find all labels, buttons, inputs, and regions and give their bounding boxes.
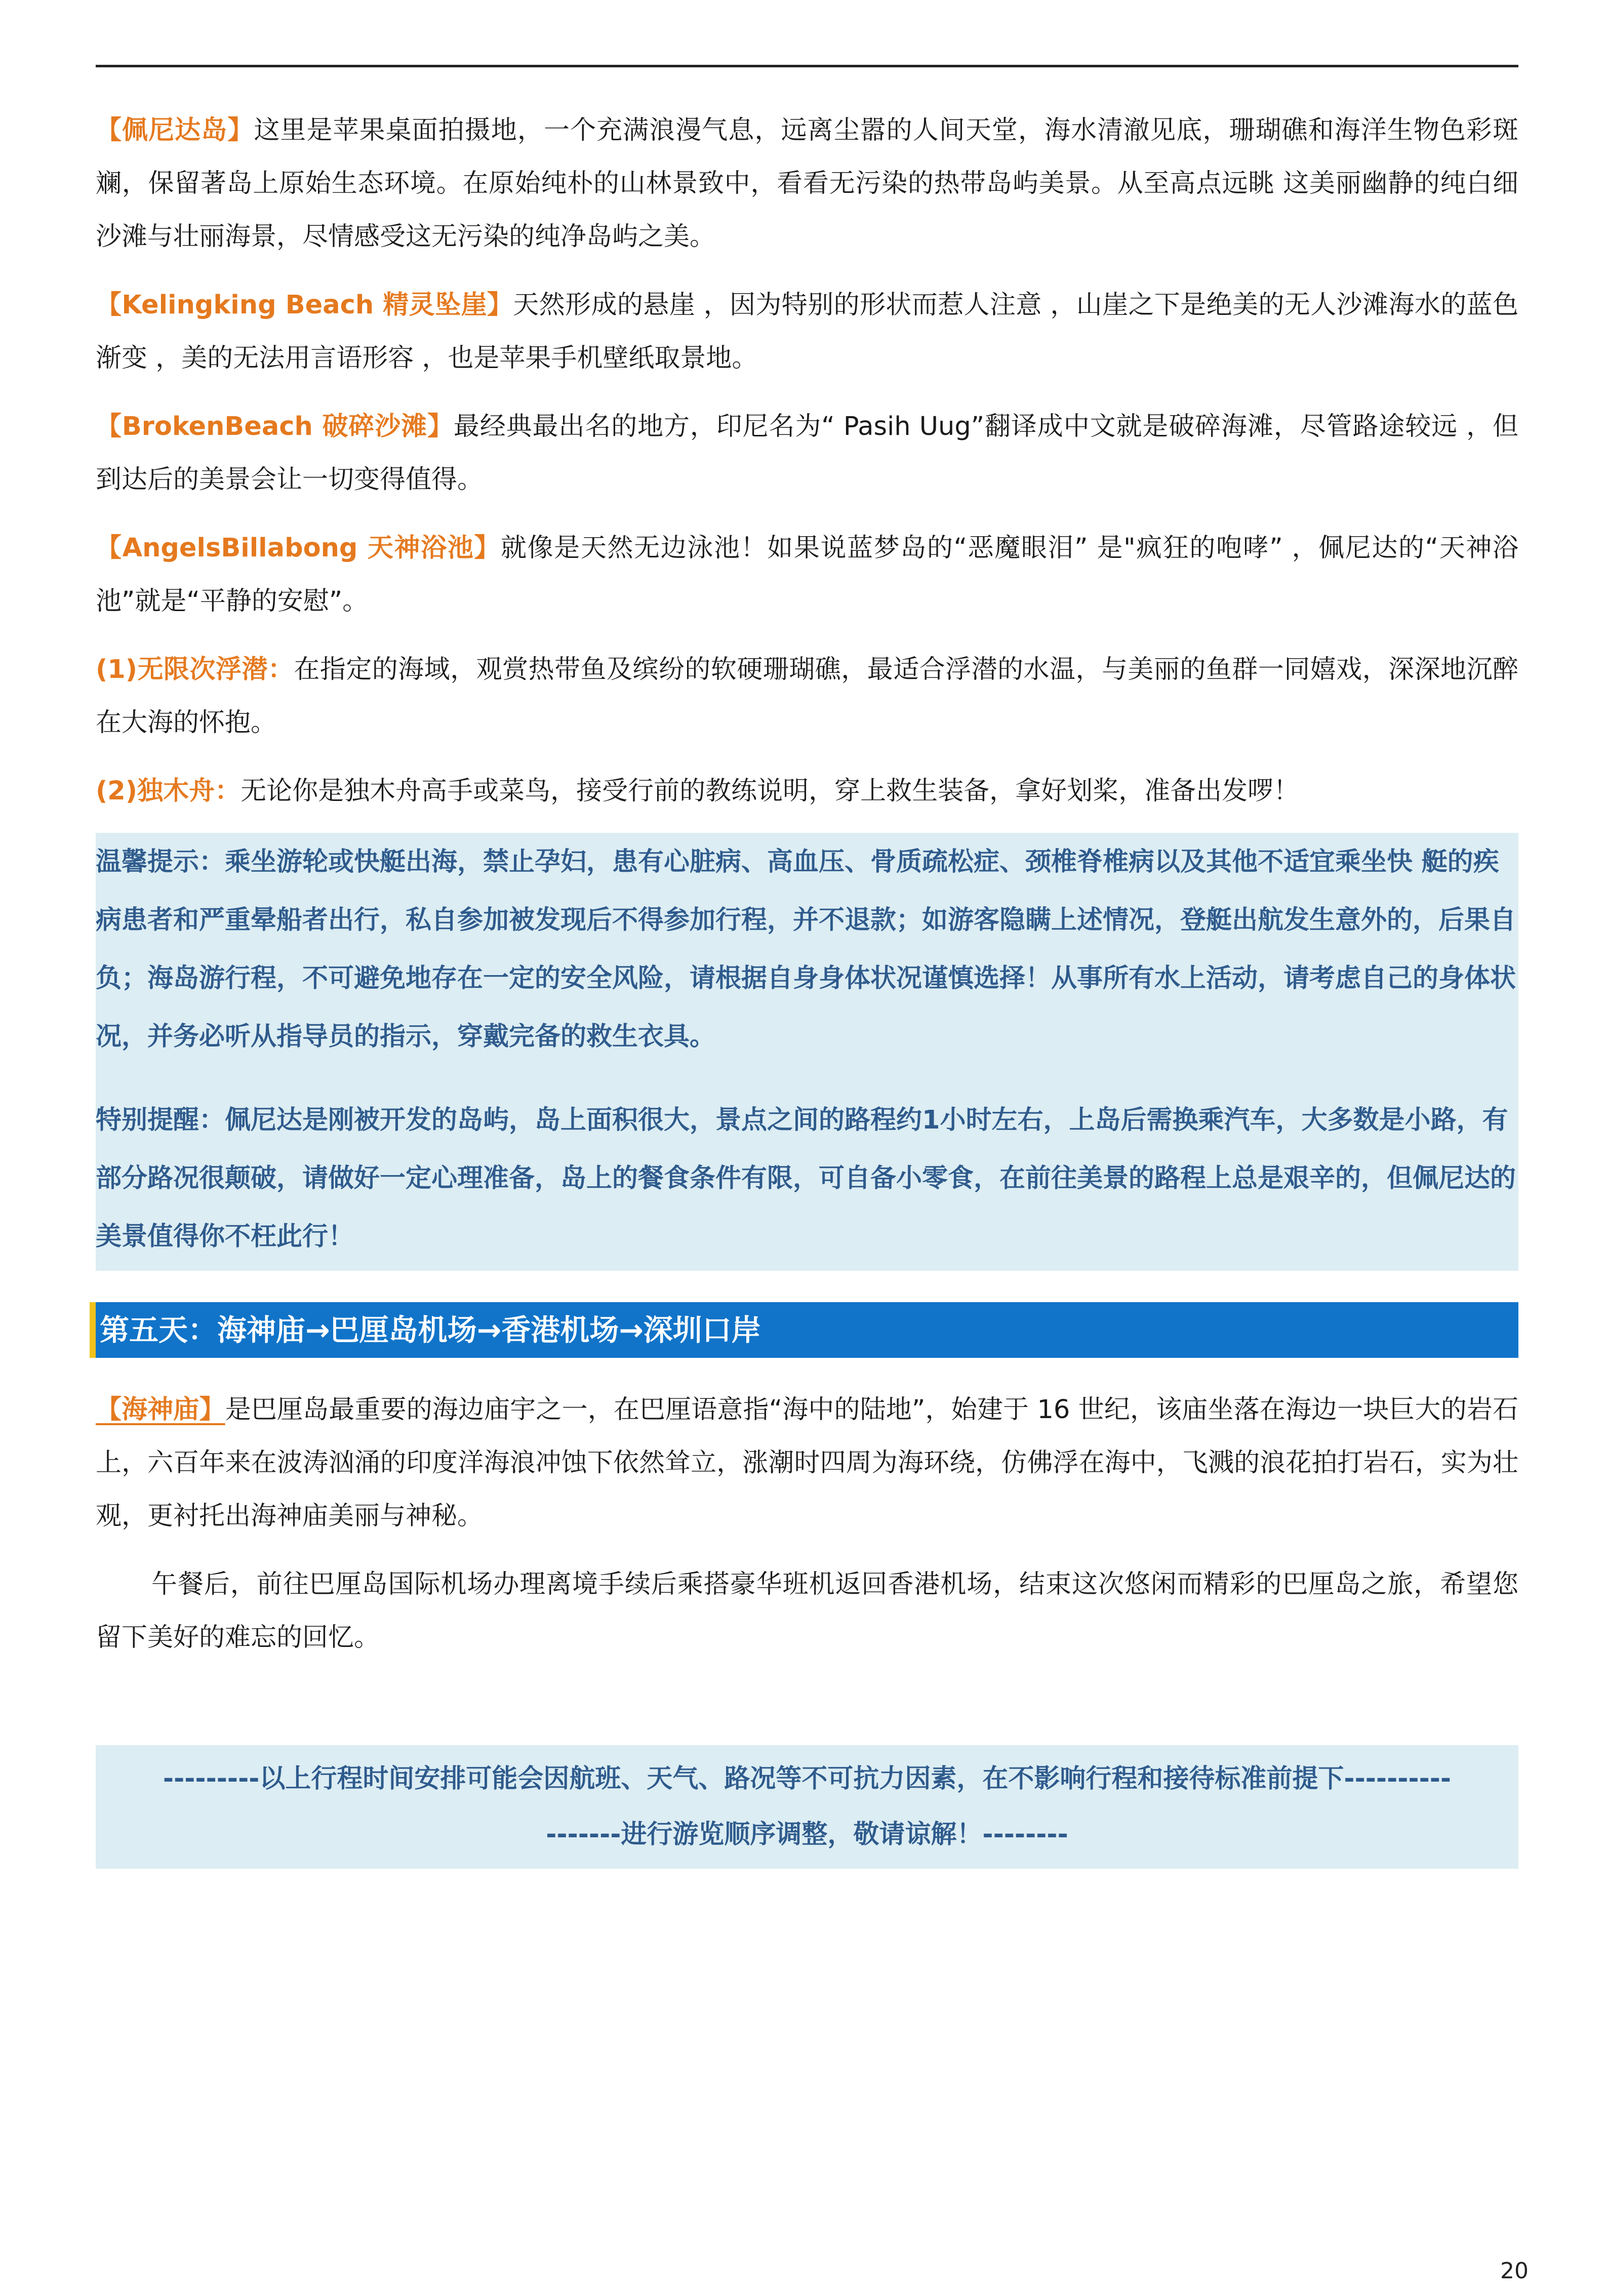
warm-tip: 温馨提示：乘坐游轮或快艇出海，禁止孕妇，患有心脏病、高血压、骨质疏松症、颈椎脊椎病以及其他不适宜乘坐快 艇的疾病患者和严重晕船者出行，私自参加被发现后不得参加行程，并不退款；如游客隐瞒上述情况，登艇出航发生意外的，后果自负；海岛游行程，不可避免地存在一定的安全风险，请根据自身身体状况谨慎选择！从事所有水上活动，请考虑自己的身体状况，并务必听从指导员的指示，穿戴完备的救生衣具。 — [96, 847, 1516, 1052]
attraction-kelingking — [96, 278, 1518, 385]
attraction-tag: 【AngelsBillabong 天神浴池】 — [96, 533, 501, 563]
attraction-text: 天然形成的悬崖 ，因为特别的形状而惹人注意 ，山崖之下是绝美的无人沙滩海水的蓝色渐变 ，美的无法用言语形容 ，也是苹果手机壁纸取景地。 — [96, 290, 1518, 373]
attraction-angels-billabong — [96, 521, 1518, 628]
page-number: 20 — [1500, 2258, 1529, 2284]
day-five-heading — [96, 1302, 1518, 1358]
heading-accent-bar — [90, 1302, 96, 1358]
activity-text: 在指定的海域，观赏热带鱼及缤纷的软硬珊瑚礁，最适合浮潜的水温，与美丽的鱼群一同嬉戏，深深地沉醉在大海的怀抱。 — [96, 655, 1518, 738]
activity-label: (1)无限次浮潜： — [96, 655, 294, 684]
activity-canoe — [96, 764, 1518, 818]
attraction-tag: 【海神庙】 — [96, 1395, 225, 1425]
disclaimer-line-1: ---------以上行程时间安排可能会因航班、天气、路况等不可抗力因素，在不影响行程和接待标准前提下---------- — [163, 1764, 1452, 1794]
attraction-tanah-lot — [96, 1383, 1518, 1543]
attraction-broken-beach — [96, 400, 1518, 506]
attraction-text: 最经典最出名的地方，印尼名为“ Pasih Uug”翻译成中文就是破碎海滩，尽管路途较远 ，但到达后的美景会让一切变得值得。 — [96, 412, 1518, 495]
attraction-tag: 【佩尼达岛】 — [96, 115, 254, 145]
special-reminder: 特别提醒：佩尼达是刚被开发的岛屿，岛上面积很大，景点之间的路程约1小时左右，上岛后需换乘汽车，大多数是小路，有部分路况很颠破，请做好一定心理准备，岛上的餐食条件有限，可自备小零食，在前往美景的路程上总是艰辛的，但佩尼达的美景值得你不枉此行！ — [96, 1105, 1516, 1252]
attraction-text: 是巴厘岛最重要的海边庙宇之一，在巴厘语意指“海中的陆地”，始建于 16 世纪，该庙坐落在海边一块巨大的岩石上，六百年来在波涛汹涌的印度洋海浪冲蚀下依然耸立，涨潮时四周为海环绕，仿佛浮在海中，飞溅的浪花拍打岩石，实为壮观，更衬托出海神庙美丽与神秘。 — [96, 1395, 1518, 1531]
disclaimer-line-2: -------进行游览顺序调整，敬请谅解！-------- — [546, 1820, 1068, 1849]
schedule-disclaimer — [96, 1745, 1518, 1869]
activity-text: 无论你是独木舟高手或菜鸟，接受行前的教练说明，穿上救生装备，拿好划桨，准备出发啰！ — [240, 776, 1300, 806]
safety-notice-box — [96, 833, 1518, 1271]
attraction-text: 这里是苹果桌面拍摄地，一个充满浪漫气息，远离尘嚣的人间天堂，海水清澈见底，珊瑚礁和海洋生物色彩斑斓，保留著岛上原始生态环境。在原始纯朴的山林景致中，看看无污染的热带岛屿美景。从至高点远眺 这美丽幽静的纯白细沙滩与壮丽海景，尽情感受这无污染的纯净岛屿之美。 — [96, 115, 1518, 252]
attraction-tag: 【Kelingking Beach 精灵坠崖】 — [96, 290, 513, 320]
header-rule — [96, 65, 1518, 67]
activity-snorkeling — [96, 643, 1518, 749]
attraction-penida — [96, 104, 1518, 263]
afternoon-paragraph: 午餐后，前往巴厘岛国际机场办理离境手续后乘搭豪华班机返回香港机场，结束这次悠闲而精彩的巴厘岛之旅，希望您留下美好的难忘的回忆。 — [96, 1569, 1518, 1653]
activity-label: (2)独木舟： — [96, 776, 241, 806]
page-content — [96, 104, 1518, 1869]
attraction-tag: 【BrokenBeach 破碎沙滩】 — [96, 412, 454, 441]
day-five-title: 第五天：海神庙→巴厘岛机场→香港机场→深圳口岸 — [100, 1313, 761, 1347]
attraction-text: 就像是天然无边泳池！如果说蓝梦岛的“恶魔眼泪” 是"疯狂的咆哮” ，佩尼达的“天神浴池”就是“平静的安慰”。 — [96, 533, 1518, 616]
